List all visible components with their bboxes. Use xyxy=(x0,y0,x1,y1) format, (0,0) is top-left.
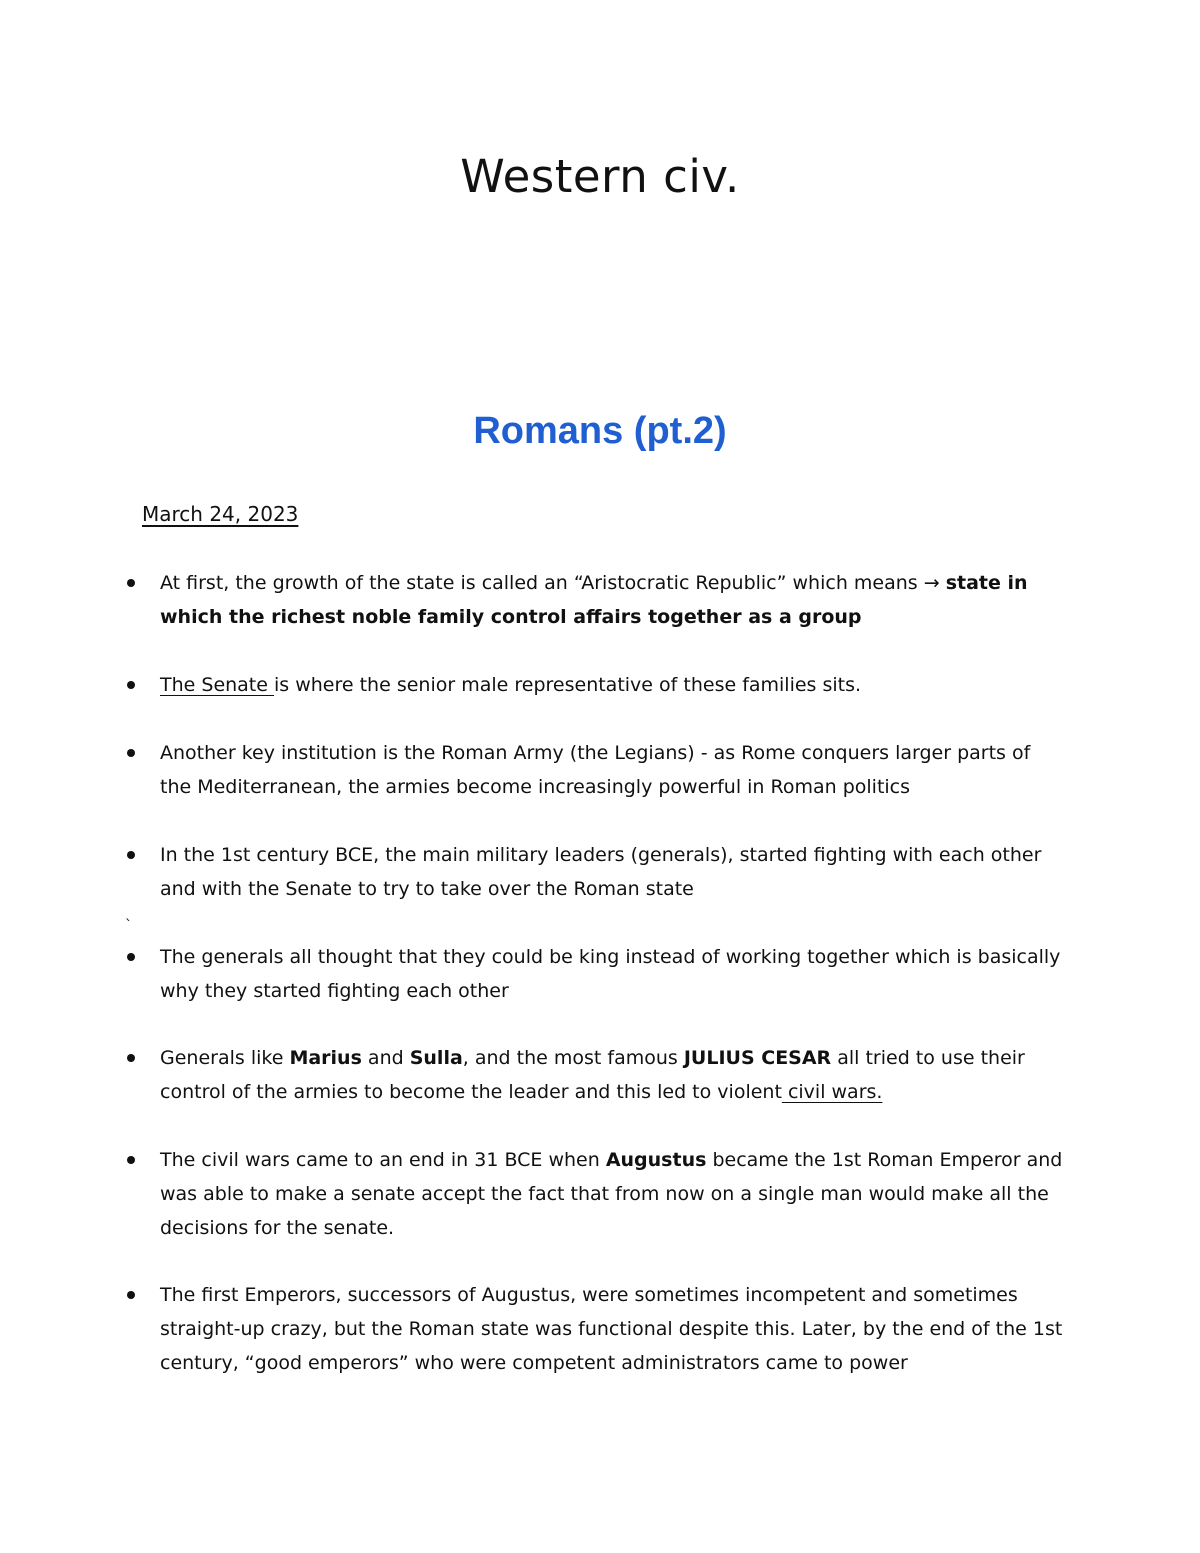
item-bold-text: Sulla xyxy=(409,1047,463,1069)
list-item xyxy=(160,838,1065,906)
list-item xyxy=(160,1041,1065,1109)
list-item xyxy=(160,1143,1065,1245)
item-bold-text: JULIUS CESAR xyxy=(683,1047,832,1069)
bullet-dot xyxy=(127,1156,135,1164)
bullet-dot xyxy=(127,953,135,961)
item-text: The civil wars came to an end in 31 BCE when xyxy=(160,1149,606,1171)
item-underlined-text: The Senate xyxy=(160,674,274,696)
list-item xyxy=(160,668,1065,702)
item-text: The first Emperors, successors of Augustus, were sometimes incompetent and sometimes straight-up crazy, but the Roman state was functional despite this. Later, by the end of the 1st century, “good emperors” who were competent administrators came to power xyxy=(160,1284,1063,1374)
list-item xyxy=(160,736,1065,804)
section-title: Romans (pt.2) xyxy=(473,410,727,452)
list-item xyxy=(160,940,1065,1008)
item-underlined-text: civil wars. xyxy=(781,1081,883,1103)
item-text: In the 1st century BCE, the main military leaders (generals), started fighting with each other and with the Senate to try to take over the Roman state xyxy=(160,844,1042,900)
note-date: March 24, 2023 xyxy=(142,502,299,526)
item-bold-text: Marius xyxy=(289,1047,362,1069)
item-text: Another key institution is the Roman Army (the Legians) - as Rome conquers larger parts of the Mediterranean, the armies become increasingly powerful in Roman politics xyxy=(160,742,1031,798)
bullet-dot xyxy=(127,851,135,859)
item-text: became the 1st Roman Emperor and was able to make a senate accept the fact that from now on a single man would make all the decisions for the senate. xyxy=(160,1149,1063,1239)
stray-mark: ` xyxy=(125,918,132,934)
item-text: The generals all thought that they could be king instead of working together which is basically why they started fighting each other xyxy=(160,946,1061,1002)
document-title: Western civ. xyxy=(460,150,740,203)
bullet-dot xyxy=(127,749,135,757)
item-bold-text: state in which the richest noble family control affairs together as a group xyxy=(160,572,1028,628)
item-text: is where the senior male representative of these families sits. xyxy=(274,674,862,696)
item-text: Generals like xyxy=(160,1047,290,1069)
list-item xyxy=(160,566,1065,634)
item-text: At first, the growth of the state is called an “Aristocratic Republic” which means → xyxy=(160,572,946,594)
bullet-dot xyxy=(127,1291,135,1299)
item-text: all tried to use their control of the armies to become the leader and this led to violent xyxy=(160,1047,1025,1103)
item-text: , and the most famous xyxy=(462,1047,684,1069)
bullet-dot xyxy=(127,1054,135,1062)
item-text: and xyxy=(361,1047,410,1069)
bullet-dot xyxy=(127,579,135,587)
list-item xyxy=(160,1278,1065,1380)
bullet-dot xyxy=(127,681,135,689)
item-bold-text: Augustus xyxy=(605,1149,707,1171)
